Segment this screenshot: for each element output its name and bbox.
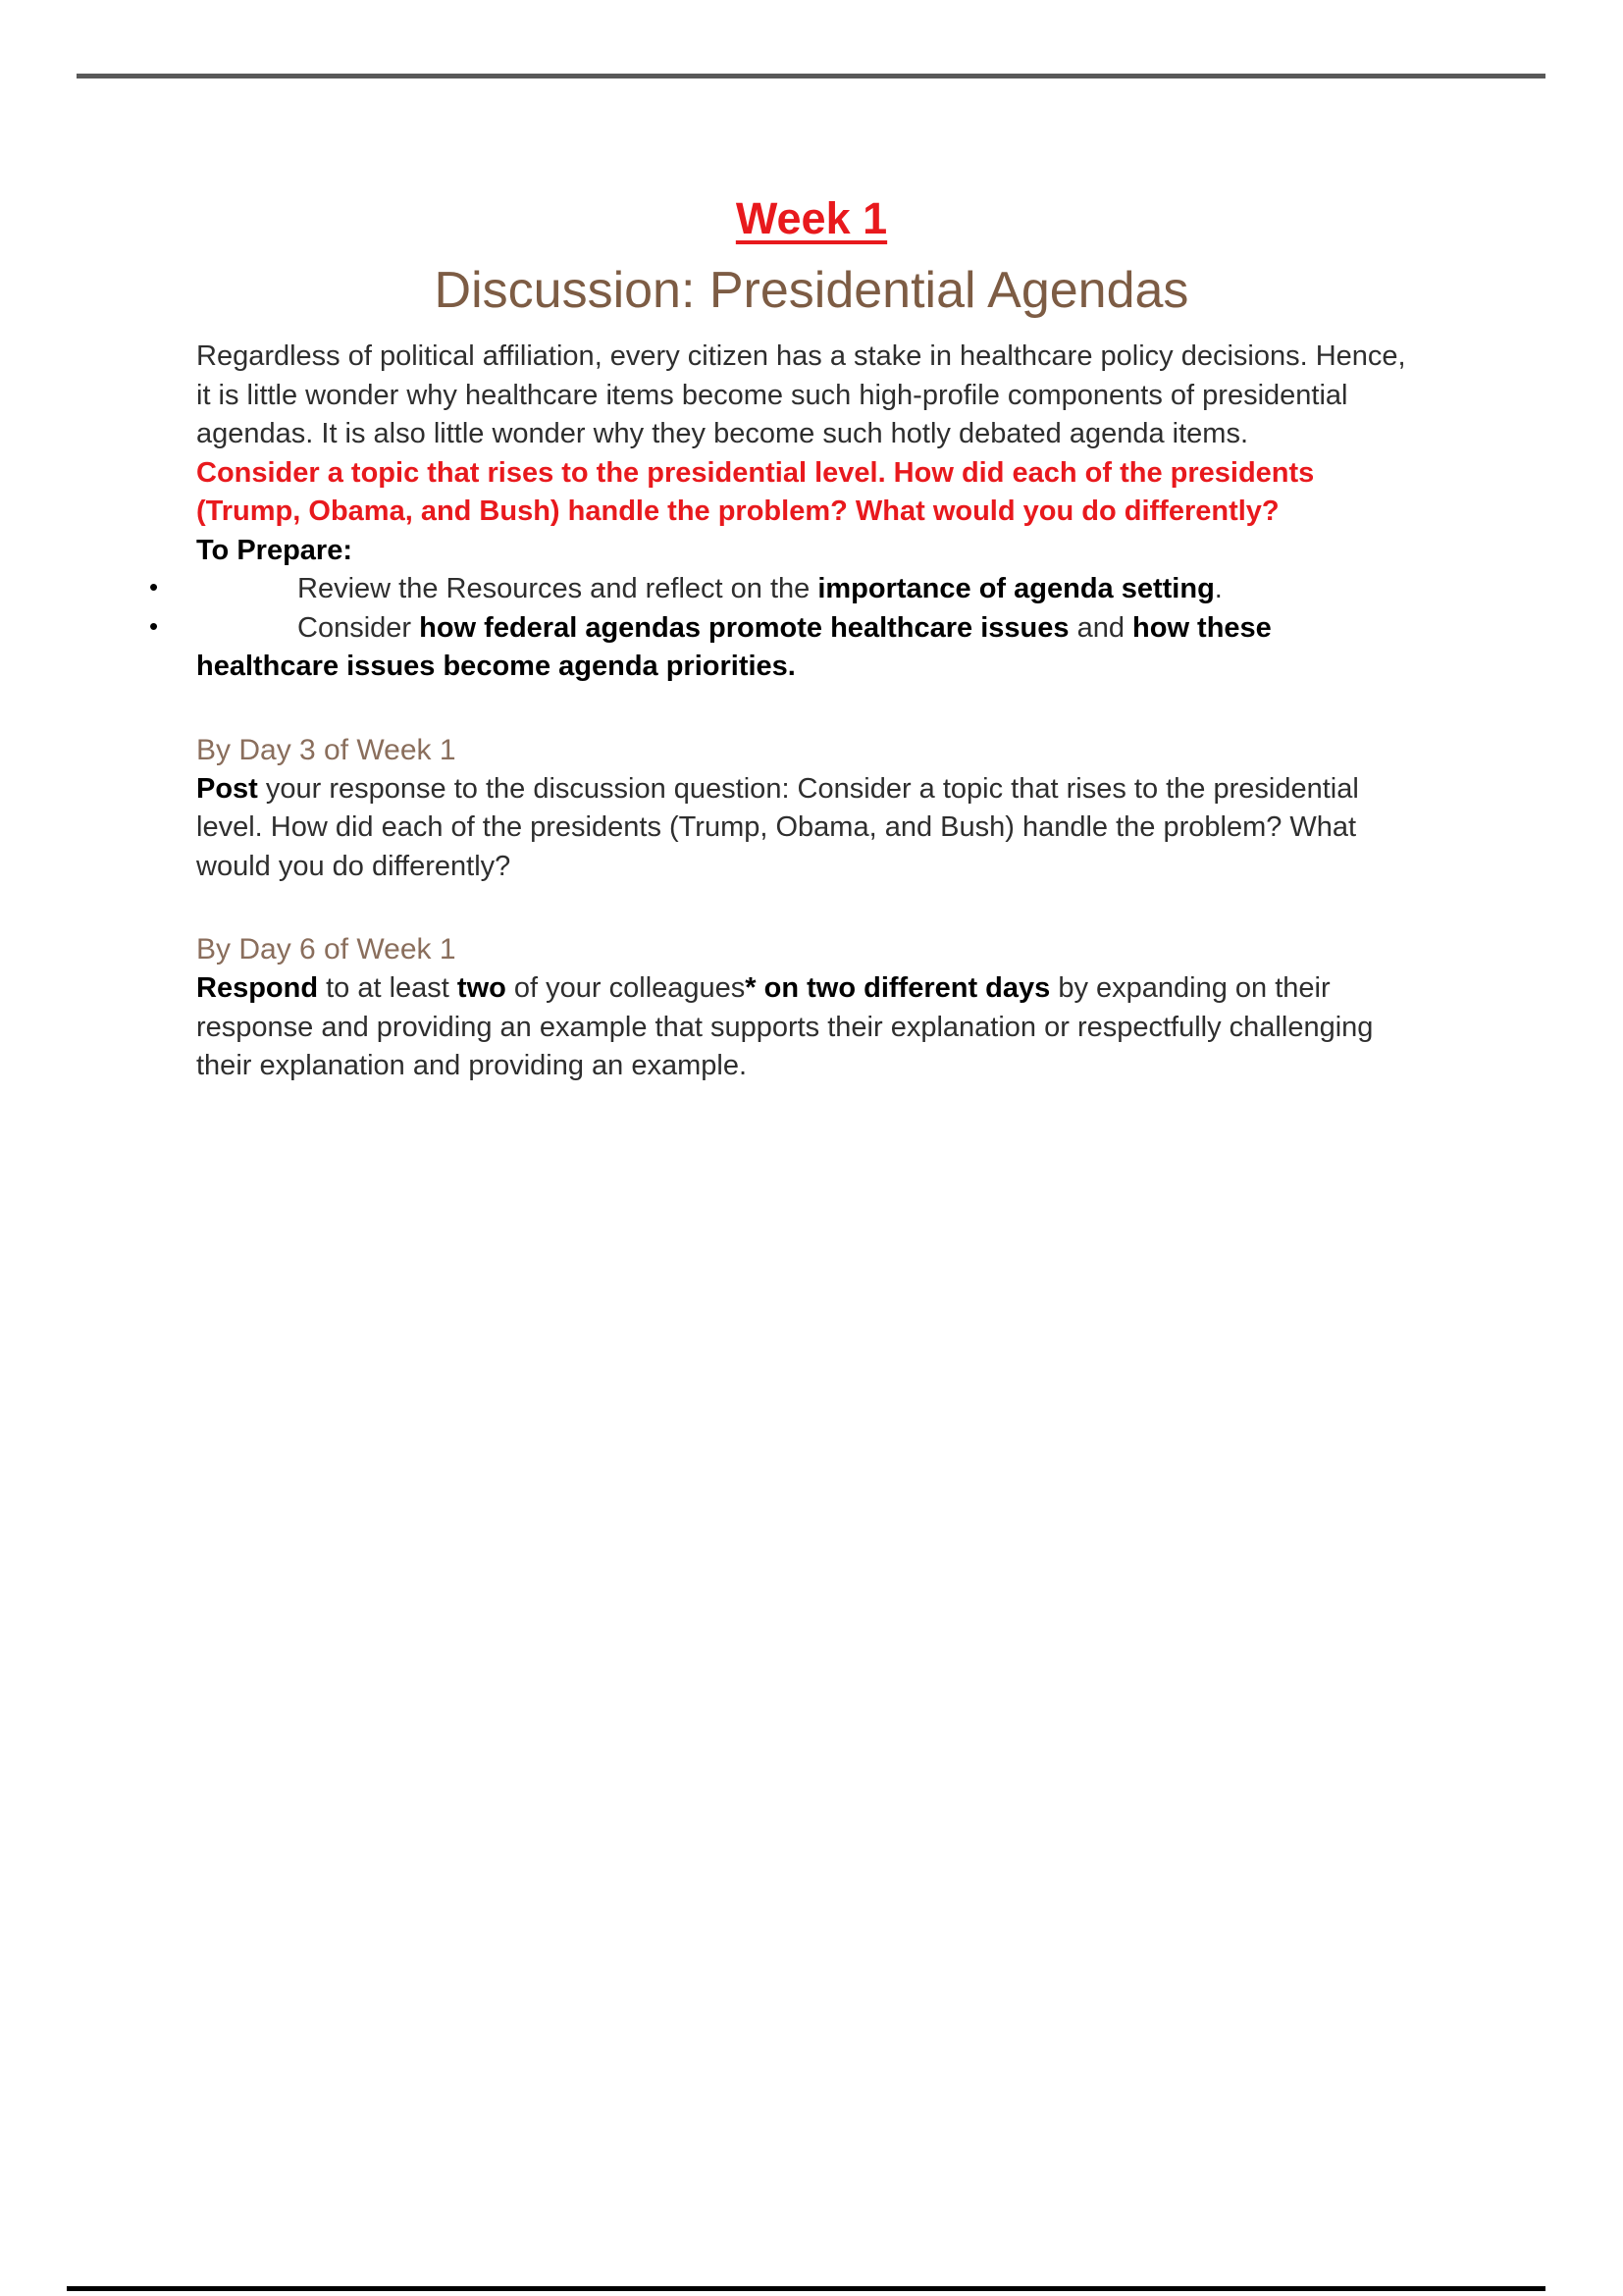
prompt-paragraph: Consider a topic that rises to the presidential level. How did each of the presidents (Trump, Obama, and Bush) handle the problem? What would you do differently? (196, 456, 1315, 527)
top-horizontal-rule (77, 74, 1545, 78)
bottom-horizontal-rule (67, 2286, 1545, 2291)
week-title: Week 1 (735, 193, 888, 243)
bullet-item-consider (149, 609, 1418, 687)
bullet-item-review (149, 570, 1418, 609)
bullet-item-review-text: Review the Resources and reflect on the importance of agenda setting. (297, 573, 1223, 604)
day3-paragraph: Post your response to the discussion question: Consider a topic that rises to the presidential level. How did each of the presidents (Trump, Obama, and Bush) handle the problem? What would you do differently? (196, 772, 1359, 882)
day3-heading: By Day 3 of Week 1 (196, 733, 456, 766)
document-content (0, 0, 1623, 1086)
day6-paragraph: Respond to at least two of your colleagues* on two different days by expanding on their response and providing an example that supports their explanation or respectfully challenging their explanation and providing an example. (196, 972, 1374, 1081)
bullet-item-consider-text: Consider how federal agendas promote healthcare issues and how these healthcare issues become agenda priorities. (196, 611, 1272, 682)
document-body (0, 338, 1418, 1086)
intro-paragraph: Regardless of political affiliation, every citizen has a stake in healthcare policy decisions. Hence, it is little wonder why healthcare items become such high-profile components of presidential agendas. It is also little wonder why they become such hotly debated agenda items. (196, 340, 1406, 449)
day6-heading: By Day 6 of Week 1 (196, 933, 456, 965)
bullet-icon: • (149, 610, 159, 641)
discussion-title: Discussion: Presidential Agendas (434, 262, 1189, 319)
bullet-icon: • (149, 572, 159, 601)
to-prepare-label: To Prepare: (196, 534, 353, 566)
